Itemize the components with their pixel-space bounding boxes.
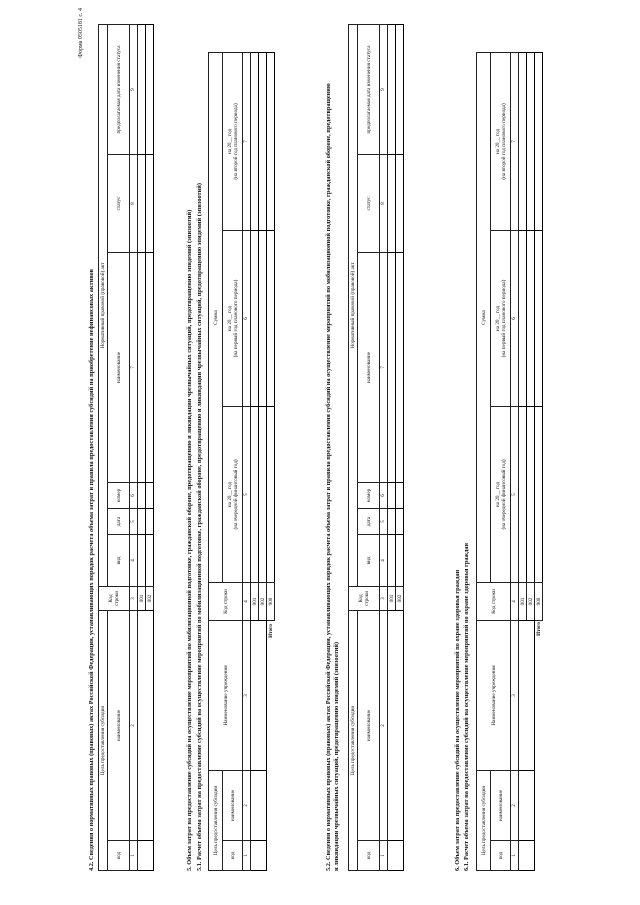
cell[interactable] xyxy=(535,52,543,230)
hdr-name: наименование xyxy=(358,610,380,840)
row-code: 002 xyxy=(527,582,535,620)
hdr-line-code: Код строки xyxy=(349,586,380,610)
hdr-goal: Цель предоставления субсидии xyxy=(209,770,223,870)
cell[interactable] xyxy=(396,24,404,154)
col-num: 5 xyxy=(243,406,251,582)
col-num: 8 xyxy=(380,154,388,252)
hdr-code: код xyxy=(223,841,243,871)
col-num: 7 xyxy=(511,52,519,230)
col-num: 7 xyxy=(380,252,388,482)
hdr-institution: Наименование учреждения xyxy=(477,620,511,770)
hdr-number: номер xyxy=(358,482,380,508)
col-num: 8 xyxy=(130,154,138,252)
hdr-line-code: Код строки xyxy=(99,586,130,610)
col-num: 2 xyxy=(380,610,388,840)
hdr-vid: вид xyxy=(108,534,130,586)
cell[interactable] xyxy=(138,252,146,482)
hdr-date: дата xyxy=(358,508,380,534)
col-num: 6 xyxy=(130,482,138,508)
col-num: 1 xyxy=(511,841,519,871)
cell[interactable] xyxy=(388,610,404,840)
cell[interactable] xyxy=(527,52,535,230)
col-num: 2 xyxy=(511,770,519,840)
cell[interactable] xyxy=(396,154,404,252)
col-num: 3 xyxy=(380,586,388,610)
hdr-status-date: предполагаемая дата изменения статуса xyxy=(358,24,380,154)
hdr-goal: Цель предоставления субсидии xyxy=(99,610,108,870)
cell[interactable] xyxy=(251,230,259,406)
heading-6: 6. Объем затрат на предоставление субсидий на осуществление мероприятий по охране здоровья граждан xyxy=(454,569,461,871)
cell[interactable] xyxy=(138,534,146,586)
cell[interactable] xyxy=(527,230,535,406)
year-note: (на второй год планового периода) xyxy=(500,103,507,180)
year-note: (на очередной финансовый год) xyxy=(500,459,507,530)
col-num: 4 xyxy=(511,582,519,620)
col-num: 5 xyxy=(130,508,138,534)
hdr-year-second xyxy=(491,52,511,230)
cell[interactable] xyxy=(388,841,404,871)
col-num: 5 xyxy=(511,406,519,582)
total-row xyxy=(267,52,275,870)
col-num: 5 xyxy=(380,508,388,534)
hdr-line-code: Код строки xyxy=(209,582,243,620)
cell[interactable] xyxy=(519,620,535,770)
hdr-npa: Нормативный правовой (правовой) акт xyxy=(349,24,358,586)
row-code: 900 xyxy=(535,582,543,620)
cell[interactable] xyxy=(519,406,527,582)
hdr-number: номер xyxy=(108,482,130,508)
year-label: на 20__ год xyxy=(226,305,233,332)
cell[interactable] xyxy=(138,154,146,252)
cell[interactable] xyxy=(146,482,154,508)
col-num: 7 xyxy=(130,252,138,482)
heading-5-2: 5.2. Сведения о нормативных правовых (правовых) актах Российской Федерации, устанавливающих порядок расчета объема затрат и правила предоставления субсидий на осуществление мероприятий по мобилизационной подготовке, гражданской обороне, предотвращению и ликвидации чрезвычайных ситуаций, предотвращению эпидемий (эпизоотий) xyxy=(325,83,340,871)
heading-4-2: 4.2. Сведения о нормативных правовых (правовых) актах Российской Федерации, устанавливающих порядок расчета объема затрат и правила предоставления субсидий на приобретение нефинансовых активов xyxy=(88,269,95,871)
cell[interactable] xyxy=(138,841,154,871)
col-num: 6 xyxy=(243,230,251,406)
table-6-1 xyxy=(476,52,543,871)
cell[interactable] xyxy=(267,230,275,406)
cell[interactable] xyxy=(259,230,267,406)
year-note: (на первый год планового периода) xyxy=(500,279,507,358)
hdr-status: статус xyxy=(108,154,130,252)
hdr-year-current xyxy=(223,406,243,582)
hdr-sum: Сумма xyxy=(209,52,223,582)
cell[interactable] xyxy=(396,252,404,482)
row-code: 002 xyxy=(396,586,404,610)
cell[interactable] xyxy=(388,154,396,252)
hdr-line-code: Код строки xyxy=(477,582,511,620)
col-num: 9 xyxy=(380,24,388,154)
cell[interactable] xyxy=(251,620,267,770)
total-label-cell xyxy=(267,620,275,870)
col-num: 7 xyxy=(243,52,251,230)
hdr-npa-name: наименование xyxy=(108,252,130,482)
form-code: Форма 0505181 с. 4 xyxy=(78,8,84,58)
cell[interactable] xyxy=(267,52,275,230)
cell[interactable] xyxy=(519,230,527,406)
row-code: 002 xyxy=(259,582,267,620)
hdr-code: код xyxy=(108,841,130,871)
table-row xyxy=(251,52,259,870)
cell[interactable] xyxy=(396,508,404,534)
year-label: на 20__ год xyxy=(226,481,233,508)
hdr-code: код xyxy=(358,841,380,871)
col-num: 4 xyxy=(380,534,388,586)
cell[interactable] xyxy=(519,770,535,840)
col-num: 2 xyxy=(243,770,251,840)
col-num: 9 xyxy=(130,24,138,154)
row-code: 001 xyxy=(138,586,146,610)
hdr-year-current xyxy=(491,406,511,582)
col-num: 2 xyxy=(130,610,138,840)
col-num: 6 xyxy=(511,230,519,406)
cell[interactable] xyxy=(259,406,267,582)
hdr-code: код xyxy=(491,841,511,871)
col-num: 3 xyxy=(243,620,251,770)
hdr-goal: Цель предоставления субсидии xyxy=(477,770,491,870)
col-num: 1 xyxy=(380,841,388,871)
year-note: (на очередной финансовый год) xyxy=(232,459,239,530)
col-num: 1 xyxy=(243,841,251,871)
cell[interactable] xyxy=(519,52,527,230)
hdr-year-first xyxy=(223,230,243,406)
year-label: на 20__ год xyxy=(494,305,501,332)
total-label: Итого xyxy=(535,621,542,636)
total-row xyxy=(535,52,543,870)
row-code: 001 xyxy=(388,586,396,610)
hdr-status-date: предполагаемая дата изменения статуса xyxy=(108,24,130,154)
hdr-vid: вид xyxy=(358,534,380,586)
hdr-year-second xyxy=(223,52,243,230)
table-row xyxy=(388,24,396,870)
cell[interactable] xyxy=(146,24,154,154)
cell[interactable] xyxy=(138,482,146,508)
cell[interactable] xyxy=(519,841,535,871)
cell[interactable] xyxy=(146,508,154,534)
year-label: на 20__ год xyxy=(494,128,501,155)
col-num: 4 xyxy=(130,534,138,586)
cell[interactable] xyxy=(146,252,154,482)
row-code: 001 xyxy=(519,582,527,620)
table-row xyxy=(138,24,146,870)
cell[interactable] xyxy=(527,406,535,582)
row-code: 900 xyxy=(267,582,275,620)
cell[interactable] xyxy=(138,508,146,534)
col-num: 3 xyxy=(511,620,519,770)
heading-5: 5. Объем затрат на предоставление субсидий на осуществление мероприятий по мобилизационной подготовке, гражданской обороне, предотвращению и ликвидации чрезвычайных ситуаций, предотвращению эпидемий (эпизоотий) xyxy=(186,209,193,871)
col-num: 4 xyxy=(243,582,251,620)
table-5-1 xyxy=(208,52,275,871)
hdr-goal: Цель предоставления субсидии xyxy=(349,610,358,870)
heading-6-1: 6.1. Расчет объема затрат на предоставление субсидий на осуществление мероприятий по охране здоровья граждан xyxy=(463,542,470,871)
col-num: 6 xyxy=(380,482,388,508)
hdr-npa: Нормативный правовой (правовой) акт xyxy=(99,24,108,586)
hdr-status: статус xyxy=(358,154,380,252)
row-code: 002 xyxy=(146,586,154,610)
total-label-cell xyxy=(535,620,543,870)
cell[interactable] xyxy=(251,406,259,582)
col-num: 1 xyxy=(130,841,138,871)
year-note: (на второй год планового периода) xyxy=(232,103,239,180)
total-label: Итого xyxy=(267,623,274,638)
cell[interactable] xyxy=(146,154,154,252)
col-num: 3 xyxy=(130,586,138,610)
cell[interactable] xyxy=(146,534,154,586)
cell[interactable] xyxy=(535,406,543,582)
hdr-name: наименование xyxy=(108,610,130,840)
cell[interactable] xyxy=(388,534,396,586)
table-row xyxy=(519,52,527,870)
table-5-2 xyxy=(348,24,404,871)
hdr-name: наименование xyxy=(223,770,243,840)
year-label: на 20__ год xyxy=(226,128,233,155)
year-label: на 20__ год xyxy=(494,481,501,508)
heading-5-1: 5.1. Расчет объема затрат на предоставление субсидий на осуществление мероприятий по мобилизационной подготовке, гражданской обороне, предотвращению и ликвидации чрезвычайных ситуаций, предотвращению эпидемий (эпизоотий) xyxy=(196,183,203,871)
hdr-institution: Наименование учреждения xyxy=(209,620,243,770)
cell[interactable] xyxy=(388,252,396,482)
cell[interactable] xyxy=(138,24,146,154)
cell[interactable] xyxy=(267,406,275,582)
cell[interactable] xyxy=(388,24,396,154)
row-code: 001 xyxy=(251,582,259,620)
cell[interactable] xyxy=(396,482,404,508)
hdr-name: наименование xyxy=(491,770,511,840)
hdr-date: дата xyxy=(108,508,130,534)
cell[interactable] xyxy=(251,770,267,840)
year-note: (на первый год планового периода) xyxy=(232,279,239,358)
table-4-2 xyxy=(98,24,154,871)
cell[interactable] xyxy=(251,841,267,871)
cell[interactable] xyxy=(138,610,154,840)
hdr-sum: Сумма xyxy=(477,52,491,582)
cell[interactable] xyxy=(259,52,267,230)
cell[interactable] xyxy=(388,508,396,534)
cell[interactable] xyxy=(388,482,396,508)
cell[interactable] xyxy=(535,230,543,406)
cell[interactable] xyxy=(251,52,259,230)
hdr-year-first xyxy=(491,230,511,406)
cell[interactable] xyxy=(396,534,404,586)
hdr-npa-name: наименование xyxy=(358,252,380,482)
